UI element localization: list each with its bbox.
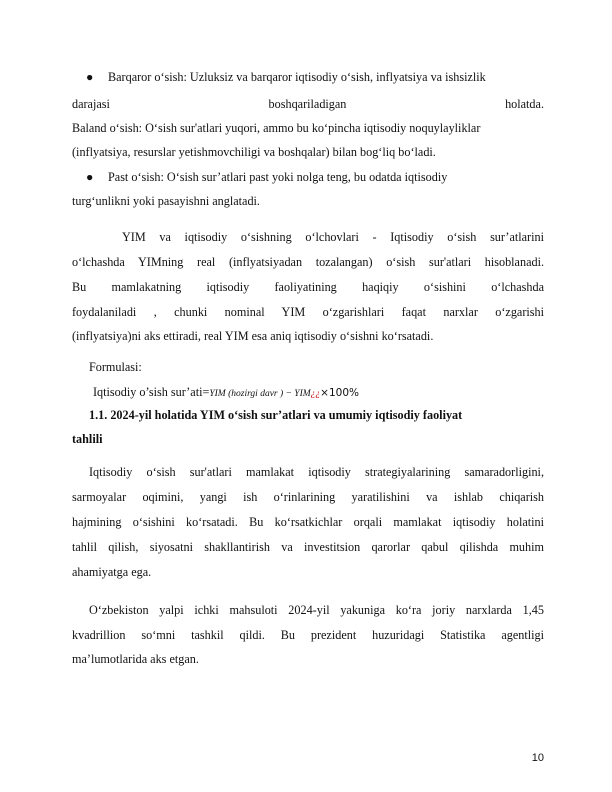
paragraph-line: O‘zbekiston yalpi ichki mahsuloti 2024-yil yakuniga ko‘ra joriy narxlarda 1,45	[89, 603, 544, 617]
paragraph-line: foydalaniladi , chunki nominal YIM o‘zgarishlari faqat narxlar o‘zgarishi	[72, 305, 544, 319]
section-title: 1.1. 2024-yil holatida YIM o‘sish sur’atlari va umumiy iqtisodiy faoliyat	[89, 408, 463, 422]
paragraph-line: Bu mamlakatning iqtisodiy faoliyatining haqiqiy o‘sishini o‘lchashda	[72, 280, 544, 294]
bullet-text: Barqaror o‘sish: Uzluksiz va barqaror iqtisodiy o‘sish, inflyatsiya va ishsizlik	[108, 70, 486, 84]
page-number: 10	[531, 752, 544, 764]
paragraph-line: o‘lchashda YIMning real (inflyatsiyadan tozalangan) o‘sish sur'atlari hisoblanadi.	[72, 255, 544, 269]
bullet-item-low-growth	[86, 170, 544, 185]
bullet-item-stable-growth	[86, 70, 544, 85]
paragraph-line: ma’lumotlarida aks etgan.	[72, 652, 199, 666]
section-title-continuation: tahlili	[72, 432, 103, 446]
paragraph-line: (inflyatsiya, resurslar yetishmovchiligi va boshqalar) bilan bog‘liq bo‘ladi.	[72, 145, 436, 159]
formula-expression: YIM (hozirgi davr ) − YIM	[209, 389, 311, 399]
bullet-marker: ●	[86, 70, 94, 84]
paragraph-line: Baland o‘sish: O‘sish sur'atlari yuqori, ammo bu ko‘pincha iqtisodiy noquylayliklar	[72, 121, 481, 135]
formula-percent: ×100%	[320, 387, 359, 399]
paragraph-line: tahlil qilish, siyosatni shakllantirish va investitsion qarorlar qabul qilishda muhim	[72, 540, 544, 554]
formula-label: Formulasi:	[89, 360, 142, 374]
formula	[93, 385, 565, 402]
paragraph-line: ahamiyatga ega.	[72, 565, 152, 579]
formula-broken-glyph: ¿¿	[310, 389, 321, 399]
formula-prefix: Iqtisodiy o’sish sur’ati=	[93, 385, 210, 399]
bullet-continuation: turg‘unlikni yoki pasayishni anglatadi.	[72, 194, 260, 208]
paragraph-line: Iqtisodiy o‘sish sur'atlari mamlakat iqtisodiy strategiyalarining samaradorligini,	[89, 465, 544, 479]
paragraph-line: YIM va iqtisodiy o‘sishning o‘lchovlari - Iqtisodiy o‘sish sur’atlarini	[122, 230, 544, 244]
paragraph-line: hajmining o‘sishini ko‘rsatadi. Bu ko‘rsatkichlar orqali mamlakat iqtisodiy holatini	[72, 515, 544, 529]
paragraph-line: kvadrillion so‘mni tashkil qildi. Bu prezident huzuridagi Statistika agentligi	[72, 628, 544, 642]
document-page	[72, 0, 544, 792]
bullet-text: Past o‘sish: O‘sish sur’atlari past yoki nolga teng, bu odatda iqtisodiy	[108, 170, 448, 184]
paragraph-line: sarmoyalar oqimini, yangi ish o‘rinlarining yaratilishini va ishlab chiqarish	[72, 490, 544, 504]
paragraph-line: (inflyatsiya)ni aks ettiradi, real YIM esa aniq iqtisodiy o‘sishni ko‘rsatadi.	[72, 329, 434, 343]
bullet-continuation: darajasi boshqariladigan holatda.	[72, 97, 544, 111]
bullet-marker: ●	[86, 170, 94, 184]
